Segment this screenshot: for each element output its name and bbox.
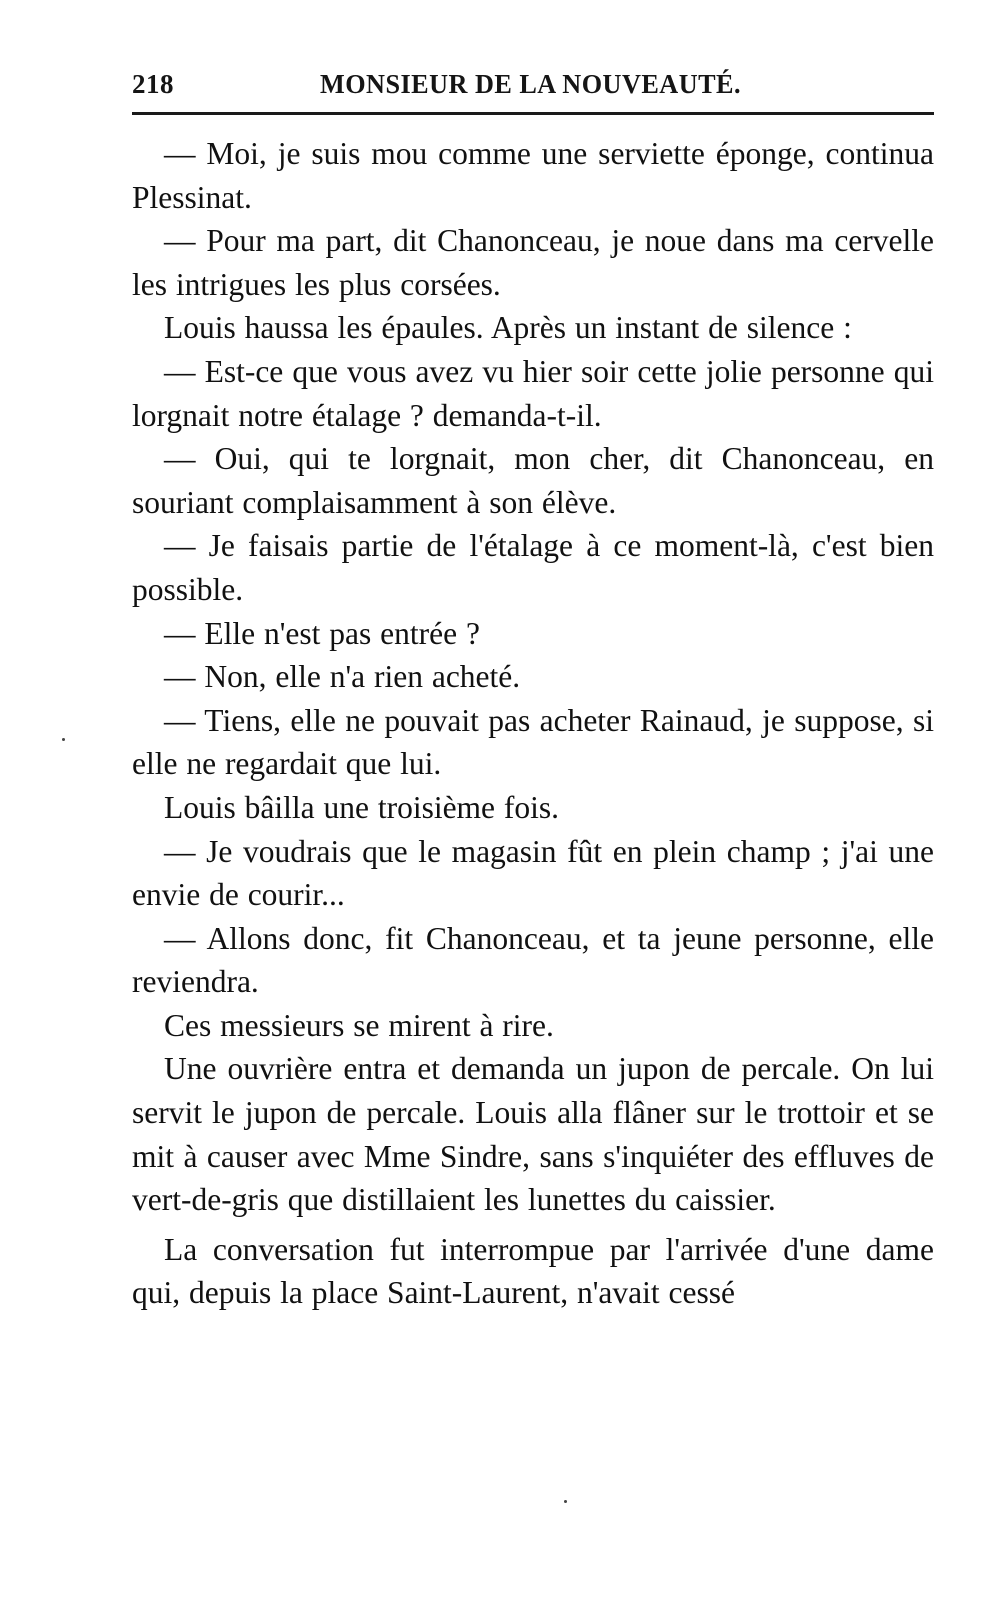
header-rule (132, 112, 934, 115)
print-speck (62, 738, 65, 741)
paragraph: — Pour ma part, dit Chanonceau, je noue dans ma cervelle les intrigues les plus corsées. (132, 223, 934, 302)
paragraph: Louis haussa les épaules. Après un instant de silence : (164, 310, 852, 346)
paragraph: Une ouvrière entra et demanda un jupon de percale. On lui servit le jupon de percale. Louis alla flâner sur le trottoir et se mit à causer avec Mme Sindre, sans s'inquiéter des effluves de vert-de-gris que distillaient les lunettes du caissier. (132, 1051, 934, 1218)
running-title: MONSIEUR DE LA NOUVEAUTÉ. (320, 69, 742, 99)
paragraph: — Tiens, elle ne pouvait pas acheter Rainaud, je suppose, si elle ne regardait que lui. (132, 702, 934, 782)
body-text (132, 132, 934, 1315)
paragraph: — Est-ce que vous avez vu hier soir cette jolie personne qui lorgnait notre étalage ? demanda-t-il. (132, 353, 934, 433)
running-head (132, 64, 934, 104)
paragraph: — Je faisais partie de l'étalage à ce moment-là, c'est bien possible. (132, 528, 934, 607)
paragraph: — Elle n'est pas entrée ? (164, 615, 480, 651)
page-number: 218 (132, 69, 174, 99)
paragraph: — Je voudrais que le magasin fût en plein champ ; j'ai une envie de courir... (132, 833, 934, 913)
paragraph: — Oui, qui te lorgnait, mon cher, dit Chanonceau, en souriant complaisamment à son élève. (132, 441, 934, 520)
paragraph: — Non, elle n'a rien acheté. (164, 659, 521, 695)
paragraph: — Allons donc, fit Chanonceau, et ta jeune personne, elle reviendra. (132, 920, 934, 1000)
paragraph: — Moi, je suis mou comme une serviette éponge, continua Plessinat. (132, 136, 934, 215)
paragraph: Louis bâilla une troisième fois. (164, 789, 560, 825)
print-speck (564, 1500, 567, 1503)
paragraph: Ces messieurs se mirent à rire. (164, 1007, 554, 1043)
paragraph: La conversation fut interrompue par l'arrivée d'une dame qui, depuis la place Saint-Laurent, n'avait cessé (132, 1231, 934, 1311)
